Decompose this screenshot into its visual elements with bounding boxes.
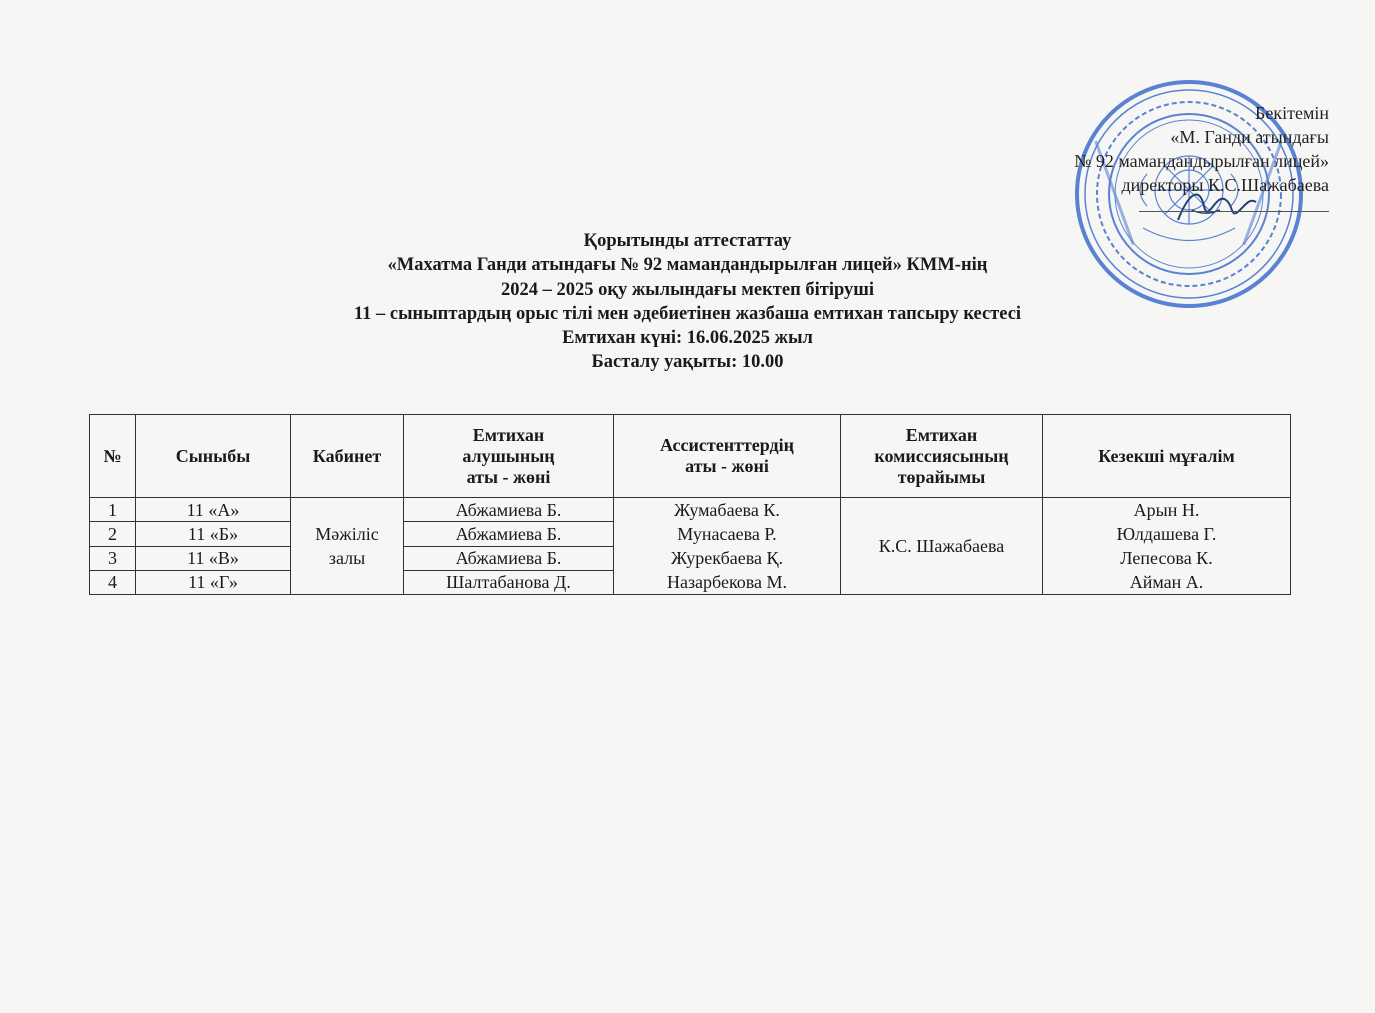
heading-subject: 11 – сыныптардың орыс тілі мен әдебиетінен жазбаша емтихан тапсыру кестесі [353,303,1022,324]
approval-line: «М. Ганди атындағы [1170,127,1329,147]
assistants-cell: Жумабаева К. Мунасаева Р. Журекбаева Қ. Назарбекова М. [614,498,841,595]
signature-line [1139,211,1329,212]
row-examiner: Шалтабанова Д. [404,570,614,594]
row-number: 4 [90,570,136,594]
header-commission-chair: Емтихан комиссиясының төрайымы [841,415,1043,498]
header-number: № [90,415,136,498]
duty-teachers-cell: Арын Н. Юлдашева Г. Лепесова К. Айман А. [1043,498,1291,595]
row-class: 11 «Г» [136,570,291,594]
row-class: 11 «А» [136,498,291,522]
row-class: 11 «В» [136,546,291,570]
header-duty-teacher: Кезекші мұғалім [1043,415,1291,498]
approval-block [969,101,1329,197]
header-examiner: Емтихан алушының аты - жөні [404,415,614,498]
header-assistants: Ассистенттердің аты - жөні [614,415,841,498]
heading-institution: «Махатма Ганди атындағы № 92 мамандандырылған лицей» КММ-нің [387,255,988,276]
approval-line: Бекітемін [1255,103,1329,123]
row-examiner: Абжамиева Б. [404,522,614,546]
header-class: Сыныбы [136,415,291,498]
heading-title: Қорытынды аттестаттау [583,231,792,251]
row-number: 1 [90,498,136,522]
row-class: 11 «Б» [136,522,291,546]
table-header-row [90,415,1291,498]
row-number: 2 [90,522,136,546]
heading-academic-year: 2024 – 2025 оқу жылындағы мектеп бітіруші [500,279,875,300]
cabinet-cell: Мәжіліс залы [291,498,404,595]
row-examiner: Абжамиева Б. [404,546,614,570]
heading-start-time: Басталу уақыты: 10.00 [591,352,784,373]
header-cabinet: Кабинет [291,415,404,498]
document-heading [0,229,1375,375]
row-number: 3 [90,546,136,570]
row-examiner: Абжамиева Б. [404,498,614,522]
approval-line: директоры К.С.Шажабаева [1121,175,1329,195]
table-row [90,498,1291,522]
commission-chair-cell: К.С. Шажабаева [841,498,1043,595]
exam-schedule-table [89,414,1291,595]
heading-exam-date: Емтихан күні: 16.06.2025 жыл [562,328,813,349]
approval-line: № 92 мамандандырылған лицей» [1074,151,1329,171]
